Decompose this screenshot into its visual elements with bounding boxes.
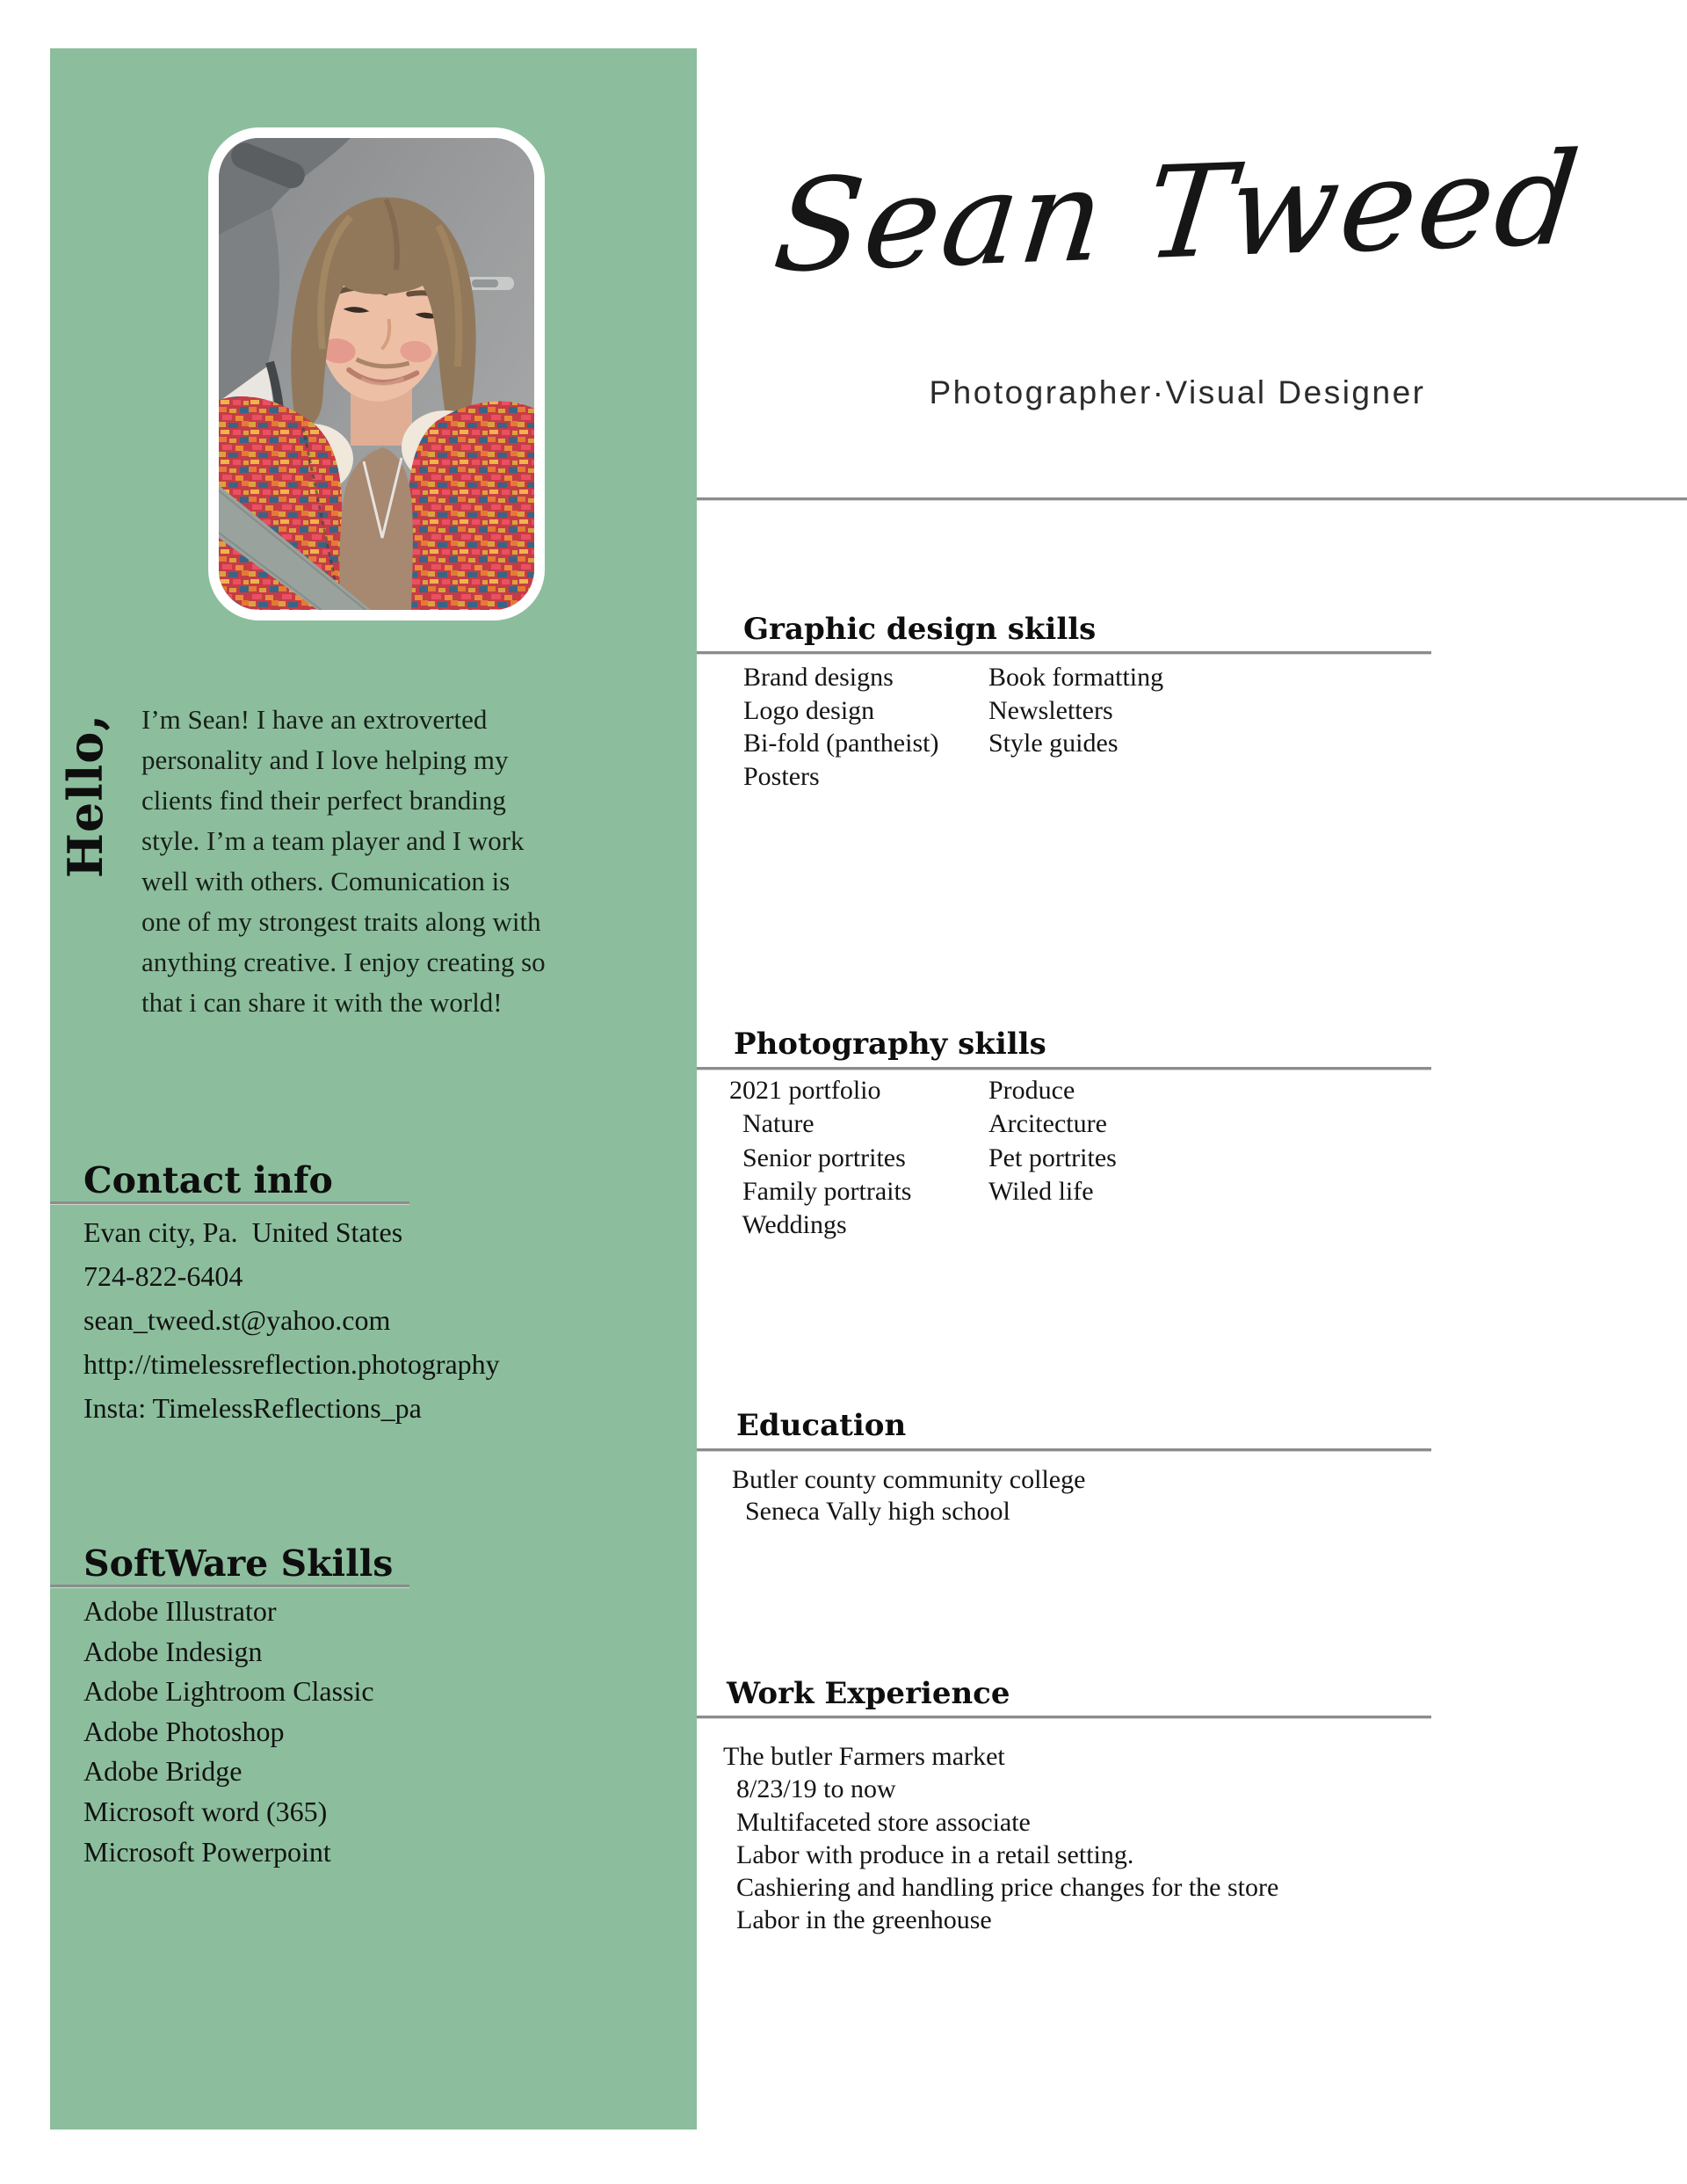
- header-divider: [697, 497, 1687, 501]
- intro-line: anything creative. I enjoy creating so: [141, 947, 546, 977]
- photography-skills-column-2: [988, 1074, 1117, 1208]
- education-heading: Education: [736, 1408, 907, 1443]
- software-skill-item: Microsoft Powerpoint: [83, 1835, 331, 1868]
- software-skill-item: Adobe Bridge: [83, 1755, 243, 1788]
- graphic-skill-item: Style guides: [988, 729, 1119, 758]
- photography-skill-item: Nature: [729, 1109, 815, 1139]
- graphic-design-skills-heading: Graphic design skills: [743, 612, 1097, 647]
- work-experience-list: [723, 1740, 1278, 1937]
- photography-skill-item: Pet portrites: [988, 1143, 1117, 1172]
- intro-line: clients find their perfect branding: [141, 785, 506, 816]
- photography-skill-item: Arcitecture: [988, 1109, 1107, 1139]
- software-skill-item: Adobe Illustrator: [83, 1595, 277, 1627]
- work-experience-item: The butler Farmers market: [723, 1742, 1005, 1771]
- graphic-skill-item: Book formatting: [988, 663, 1164, 692]
- name-signature: Sean Tweed: [767, 125, 1588, 301]
- photography-skills-rule: [697, 1067, 1431, 1070]
- software-skills-list: [83, 1592, 374, 1872]
- contact-info-list: [83, 1210, 500, 1430]
- graphic-skill-item: Logo design: [743, 695, 875, 725]
- contact-line: Evan city, Pa. United States: [83, 1216, 403, 1248]
- photography-skill-item: Senior portrites: [729, 1143, 906, 1172]
- work-experience-heading: Work Experience: [727, 1676, 1010, 1711]
- contact-line: 724-822-6404: [83, 1260, 243, 1292]
- greeting-vertical-text: Hello,: [57, 713, 113, 879]
- contact-line: Insta: TimelessReflections_pa: [83, 1392, 422, 1424]
- software-skill-item: Adobe Lightroom Classic: [83, 1675, 374, 1708]
- contact-line: http://timelessreflection.photography: [83, 1348, 500, 1380]
- photo-filter-overlay: [219, 138, 534, 610]
- work-experience-item: Multifaceted store associate: [723, 1807, 1031, 1837]
- education-rule: [697, 1448, 1431, 1452]
- work-experience-item: Labor with produce in a retail setting.: [723, 1839, 1134, 1869]
- work-experience-item: Labor in the greenhouse: [723, 1905, 992, 1935]
- intro-paragraph: [141, 700, 686, 1023]
- education-item: Seneca Vally high school: [732, 1496, 1010, 1526]
- work-experience-item: 8/23/19 to now: [723, 1774, 896, 1804]
- profile-photo-frame: [208, 127, 545, 620]
- intro-line: well with others. Comunication is: [141, 866, 510, 896]
- software-skill-item: Adobe Indesign: [83, 1635, 263, 1667]
- graphic-design-skills-rule: [697, 651, 1431, 655]
- profile-photo: [219, 138, 534, 610]
- intro-line: style. I’m a team player and I work: [141, 825, 525, 856]
- education-item: Butler county community college: [732, 1465, 1086, 1494]
- software-skill-item: Microsoft word (365): [83, 1795, 328, 1827]
- graphic-skill-item: Posters: [743, 761, 820, 791]
- software-skills-heading: SoftWare Skills: [83, 1542, 394, 1585]
- software-skills-rule: [50, 1585, 409, 1588]
- graphic-skill-item: Brand designs: [743, 663, 894, 692]
- photography-skill-item: Weddings: [729, 1210, 847, 1240]
- intro-line: one of my strongest traits along with: [141, 906, 541, 937]
- work-experience-item: Cashiering and handling price changes for the store: [723, 1873, 1279, 1903]
- job-title: Photographer·Visual Designer: [929, 374, 1426, 410]
- graphic-skills-column-1: [743, 661, 938, 793]
- photography-skills-column-1: [729, 1074, 911, 1242]
- software-skill-item: Adobe Photoshop: [83, 1715, 285, 1747]
- graphic-skills-column-2: [988, 661, 1163, 760]
- photography-skill-item: Produce: [988, 1076, 1075, 1105]
- education-list: [732, 1464, 1085, 1527]
- contact-line: sean_tweed.st@yahoo.com: [83, 1304, 391, 1336]
- contact-info-rule: [50, 1201, 409, 1205]
- photography-skills-heading: Photography skills: [734, 1027, 1046, 1062]
- contact-info-heading: Contact info: [83, 1159, 333, 1201]
- work-experience-rule: [697, 1716, 1431, 1719]
- intro-line: that i can share it with the world!: [141, 987, 503, 1018]
- photography-skill-item: 2021 portfolio: [729, 1076, 881, 1105]
- intro-line: personality and I love helping my: [141, 744, 509, 775]
- graphic-skill-item: Newsletters: [988, 695, 1113, 725]
- photography-skill-item: Wiled life: [988, 1176, 1094, 1206]
- photography-skill-item: Family portraits: [729, 1176, 912, 1206]
- sidebar: [50, 48, 697, 2130]
- intro-line: I’m Sean! I have an extroverted: [141, 704, 488, 735]
- graphic-skill-item: Bi-fold (pantheist): [743, 729, 939, 758]
